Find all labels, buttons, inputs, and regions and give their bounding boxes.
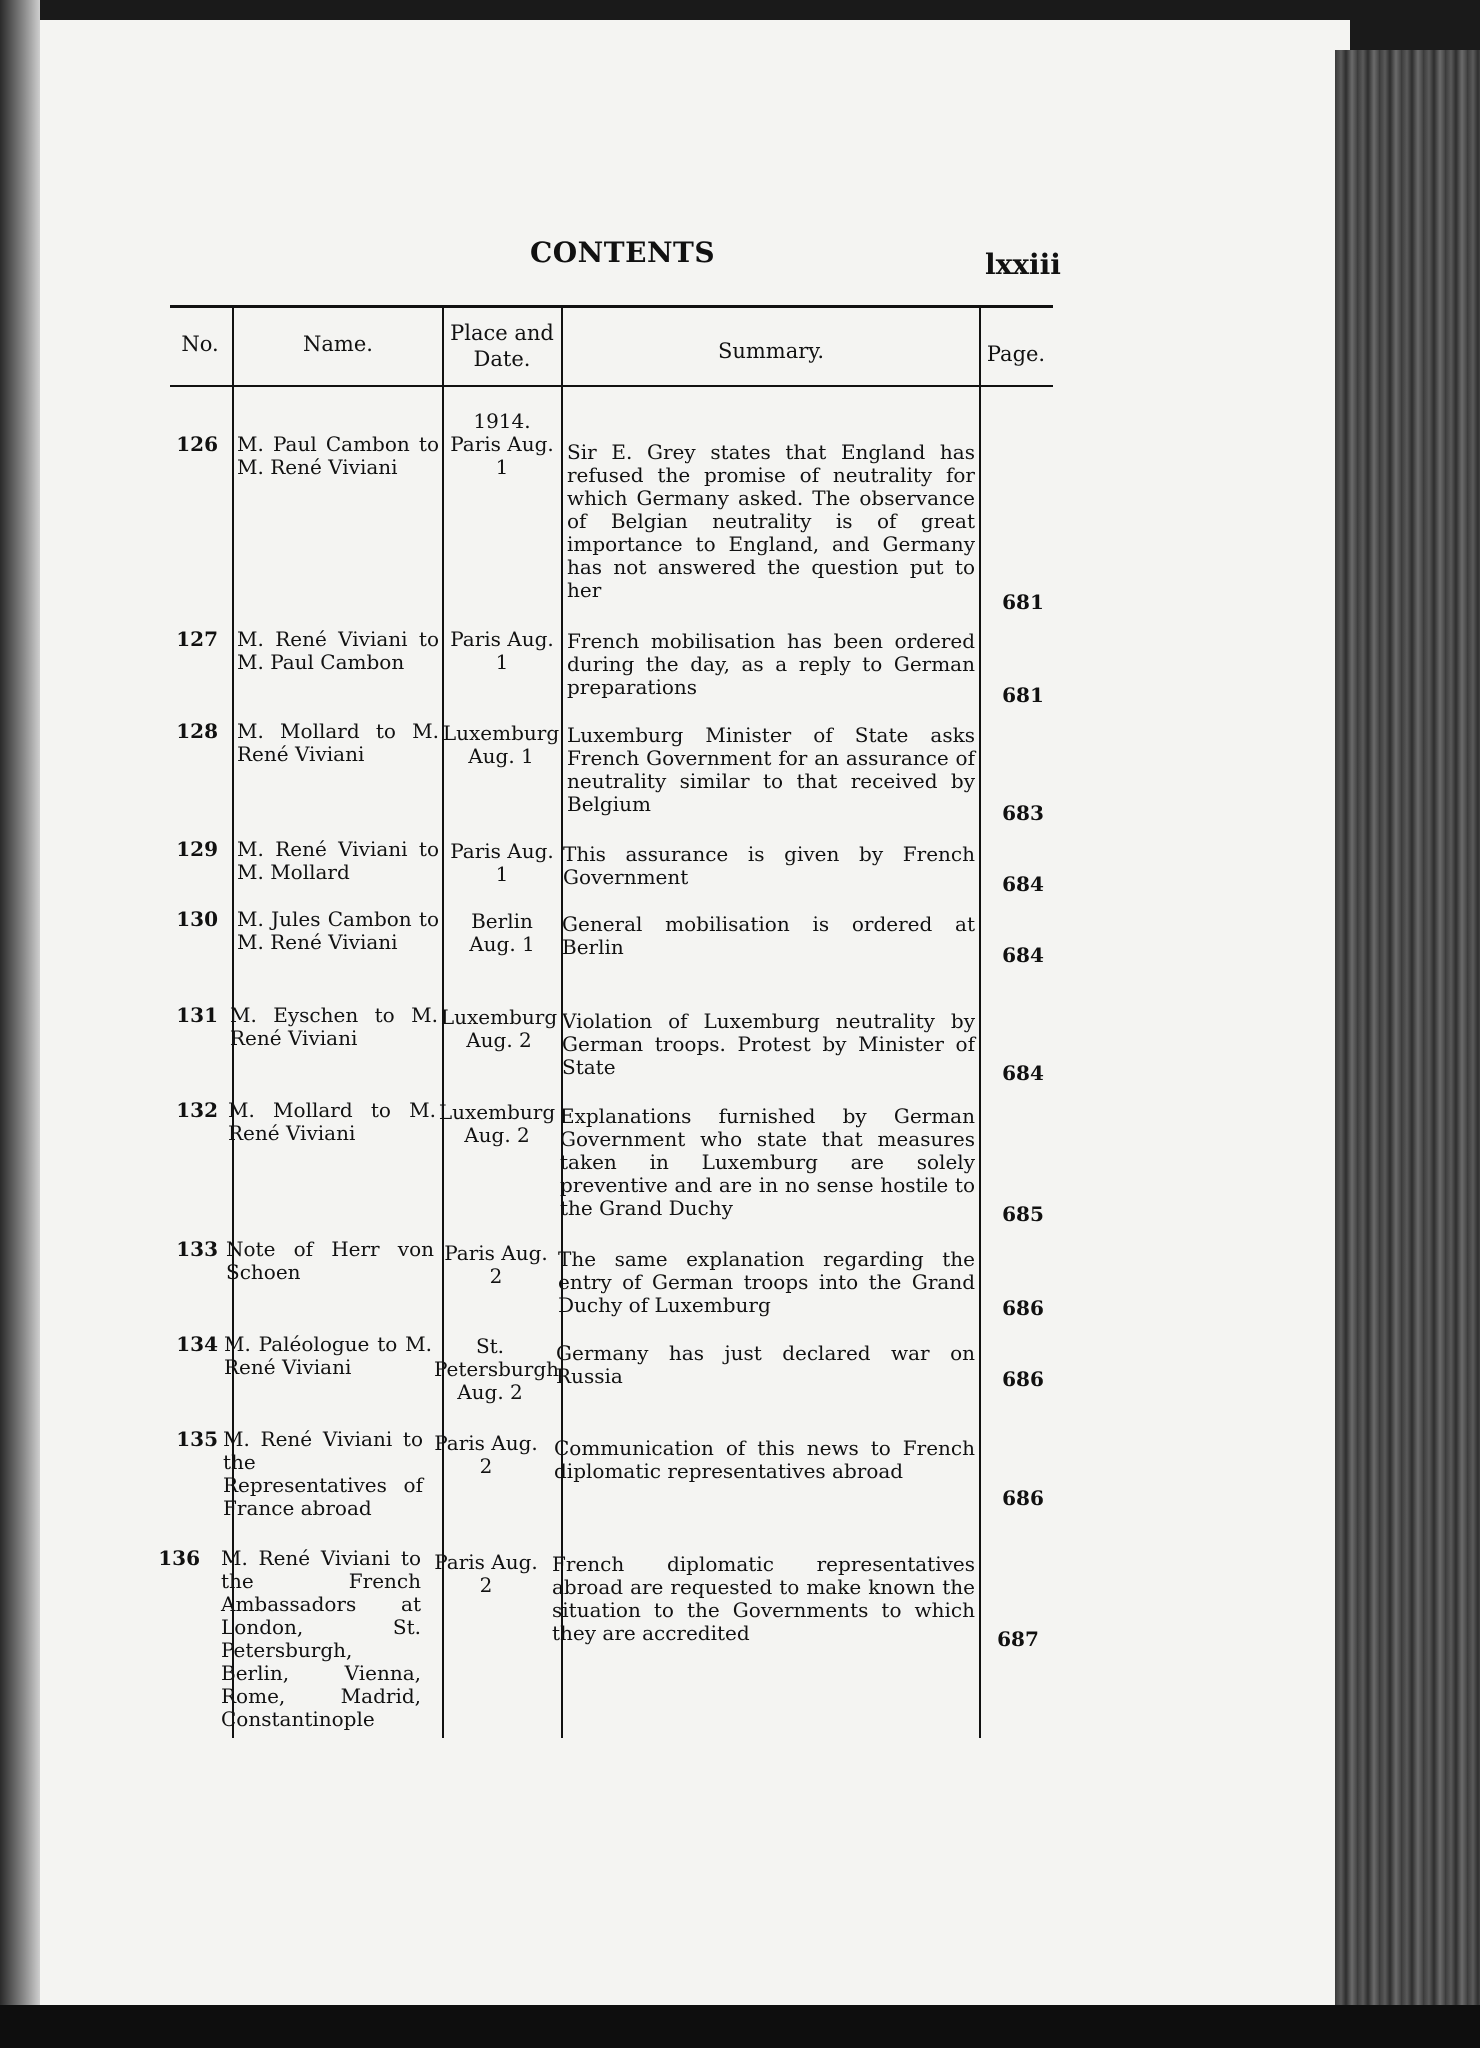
entry-place-date: Paris Aug. 1 xyxy=(450,627,554,674)
entry-number: 127 xyxy=(176,627,218,651)
entry-summary: Violation of Luxemburg neutrality by German troops. Protest by Minister of State xyxy=(562,1009,975,1079)
book-fore-edge xyxy=(1335,50,1480,2048)
entry-page: 681 xyxy=(1002,590,1044,614)
entry-summary: Germany has just declared war on Russia xyxy=(556,1341,975,1388)
entry-page: 686 xyxy=(1002,1486,1044,1510)
entry-name: M. Paul Cambon to M. René Viviani xyxy=(237,432,439,479)
entry-summary: This assurance is given by French Government xyxy=(563,842,975,889)
entry-place-date: Paris Aug. 1 xyxy=(450,839,554,886)
entry-name: M. René Viviani to M. Mollard xyxy=(237,837,439,884)
page-title: CONTENTS xyxy=(530,236,716,269)
entry-summary: Luxemburg Minister of State asks French Government for an assurance of neutrality similar to that received by Belgium xyxy=(567,723,975,816)
page-left-edge xyxy=(0,0,40,2048)
page-number: lxxiii xyxy=(985,248,1061,281)
column-header-name: Name. xyxy=(303,332,373,356)
entry-page: 683 xyxy=(1002,801,1044,825)
table-header-rule xyxy=(170,385,1053,387)
entry-number: 132 xyxy=(176,1098,218,1122)
entry-place-date: Luxemburg Aug. 1 xyxy=(442,721,560,768)
entry-summary: French mobilisation has been ordered during the day, as a reply to German preparations xyxy=(567,629,975,699)
entry-place-date: 1914. Paris Aug. 1 xyxy=(450,409,554,479)
entry-number: 136 xyxy=(158,1546,200,1570)
entry-number: 131 xyxy=(176,1003,218,1027)
entry-place-date: Luxemburg Aug. 2 xyxy=(438,1100,556,1147)
entry-place-date: Paris Aug. 2 xyxy=(434,1431,538,1478)
entry-place-date: St. Petersburgh Aug. 2 xyxy=(434,1334,560,1404)
entry-summary: Explanations furnished by German Government who state that measures taken in Luxemburg are solely preventive and are in no sense hostile to the Grand Duchy xyxy=(560,1104,975,1220)
column-rule xyxy=(979,308,981,1738)
entry-number: 128 xyxy=(176,719,218,743)
column-header-page: Page. xyxy=(986,342,1046,366)
entry-number: 133 xyxy=(176,1237,218,1261)
entry-summary: General mobilisation is ordered at Berlin xyxy=(562,912,975,959)
entry-name: M. René Viviani to the Representatives of France abroad xyxy=(223,1427,423,1520)
entry-page: 686 xyxy=(1002,1296,1044,1320)
entry-place-date: Luxemburg Aug. 2 xyxy=(440,1005,558,1052)
entry-number: 129 xyxy=(176,837,218,861)
entry-name: Note of Herr von Schoen xyxy=(226,1237,434,1284)
column-header-summary: Summary. xyxy=(717,339,825,363)
bottom-shadow xyxy=(0,2005,1480,2048)
entry-number: 134 xyxy=(176,1332,218,1356)
entry-name: M. René Viviani to M. Paul Cambon xyxy=(237,627,439,674)
entry-summary: Communication of this news to French diplomatic representatives abroad xyxy=(554,1436,975,1483)
entry-number: 135 xyxy=(176,1427,218,1451)
entry-summary: French diplomatic representatives abroad are requested to make known the situation to the Governments to which they are accredited xyxy=(552,1552,975,1645)
entry-place-date: Paris Aug. 2 xyxy=(434,1550,538,1597)
column-header-no: No. xyxy=(181,332,219,356)
entry-summary: Sir E. Grey states that England has refused the promise of neutrality for which Germany asked. The observance of Belgian neutrality is of great importance to England, and Germany has not answered the question put to her xyxy=(567,440,975,602)
entry-page: 687 xyxy=(997,1627,1039,1651)
entry-number: 126 xyxy=(176,432,218,456)
entry-page: 685 xyxy=(1002,1202,1044,1226)
entry-page: 686 xyxy=(1002,1367,1044,1391)
entry-name: M. Paléologue to M. René Viviani xyxy=(224,1332,432,1379)
entry-page: 684 xyxy=(1002,1061,1044,1085)
entry-page: 681 xyxy=(1002,683,1044,707)
entry-name: M. René Viviani to the French Ambassadors at London, St. Petersburgh, Berlin, Vienna, Rome, Madrid, Constantinople xyxy=(221,1546,421,1731)
entry-name: M. Mollard to M. René Viviani xyxy=(228,1098,436,1145)
entry-place-date: Berlin Aug. 1 xyxy=(469,909,535,956)
entry-name: M. Jules Cambon to M. René Viviani xyxy=(237,907,439,954)
entry-page: 684 xyxy=(1002,943,1044,967)
column-header-place: Place and Date. xyxy=(450,321,554,371)
entry-name: M. Eyschen to M. René Viviani xyxy=(230,1003,438,1050)
entry-place-date: Paris Aug. 2 xyxy=(444,1241,548,1288)
entry-page: 684 xyxy=(1002,872,1044,896)
table-top-rule xyxy=(170,305,1053,308)
entry-name: M. Mollard to M. René Viviani xyxy=(237,719,439,766)
entry-number: 130 xyxy=(176,907,218,931)
entry-summary: The same explanation regarding the entry of German troops into the Grand Duchy of Luxemburg xyxy=(558,1247,975,1317)
